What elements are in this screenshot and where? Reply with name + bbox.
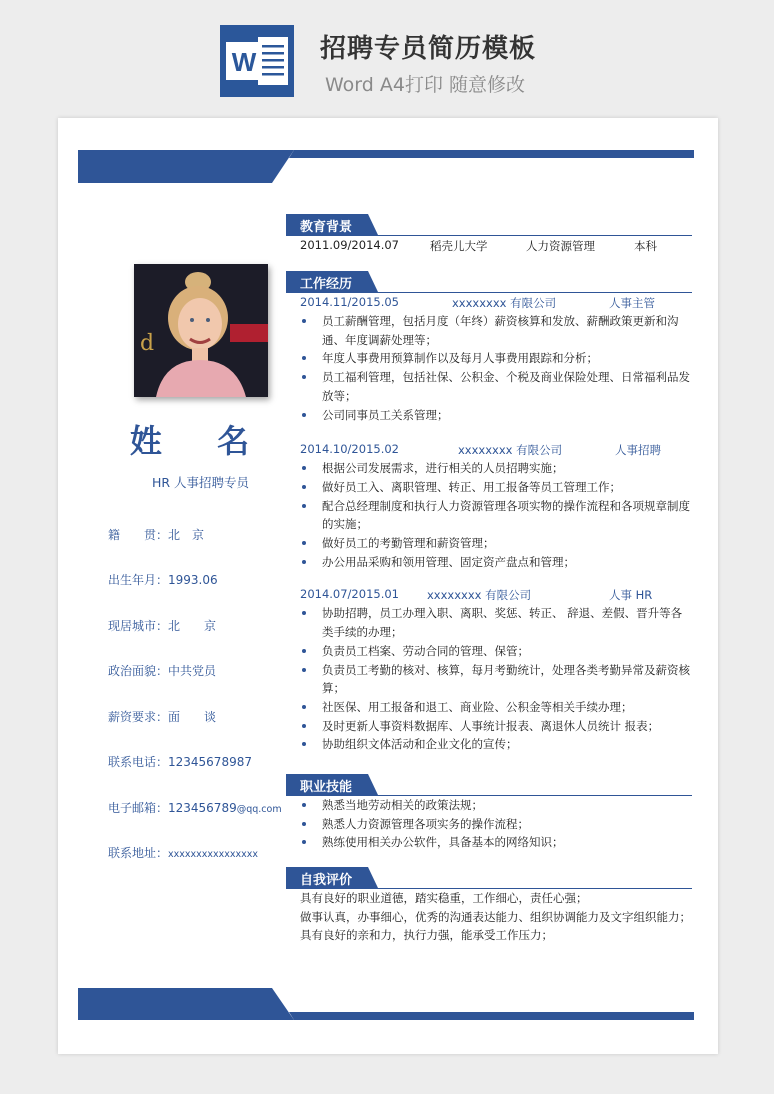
- education-school: 稻壳儿大学: [430, 239, 488, 253]
- self-evaluation-line: 具有良好的职业道德，踏实稳重，工作细心，责任心强；: [300, 891, 588, 905]
- skills-heading: [286, 774, 692, 796]
- info-native-place: 籍 贯：北 京: [108, 528, 205, 542]
- work-heading: [286, 271, 692, 293]
- work-section: [286, 271, 692, 754]
- job-header: [286, 293, 692, 312]
- list-item: 员工福利管理，包括社保、公积金、个税及商业保险处理、日常福利品发放等；: [322, 368, 692, 405]
- list-item: 做好员工入、离职管理、转正、用工报备等员工管理工作；: [322, 478, 692, 497]
- list-item: 员工薪酬管理，包括月度（年终）薪资核算和发放、薪酬政策更新和沟通、年度调薪处理等；: [322, 312, 692, 349]
- job-company: xxxxxxxx 有限公司: [452, 296, 557, 310]
- header-decoration-band: [58, 146, 718, 186]
- banner-subtitle: Word A4打印 随意修改: [325, 74, 526, 96]
- list-item: 熟练使用相关办公软件，具备基本的网络知识；: [322, 833, 692, 852]
- skills-list: [286, 796, 692, 852]
- list-item: 协助组织文体活动和企业文化的宣传；: [322, 735, 692, 754]
- self-evaluation-heading: [286, 867, 692, 889]
- profile-photo: [134, 264, 268, 397]
- template-banner: [0, 0, 774, 118]
- self-evaluation-heading-label: 自我评价: [300, 873, 353, 888]
- skills-section: [286, 774, 692, 852]
- job-header: [286, 585, 692, 604]
- list-item: 负责员工考勤的核对、核算，每月考勤统计，处理各类考勤异常及薪资核算；: [322, 661, 692, 698]
- job-period: 2014.10/2015.02: [300, 442, 399, 457]
- footer-decoration-band: [58, 986, 718, 1026]
- list-item: 办公用品采购和领用管理、固定资产盘点和管理；: [322, 553, 692, 572]
- list-item: 公司同事员工关系管理；: [322, 406, 692, 425]
- word-icon: [220, 25, 294, 97]
- job-duties: [286, 312, 692, 424]
- education-degree: 本科: [634, 239, 657, 253]
- education-heading-label: 教育背景: [300, 220, 353, 235]
- info-birth-date: 出生年月：1993.06: [108, 573, 218, 587]
- resume-page: [58, 118, 718, 1054]
- list-item: 配合总经理制度和执行人力资源管理各项实物的操作流程和各项规章制度的实施；: [322, 497, 692, 534]
- candidate-name: 姓 名: [129, 422, 272, 460]
- education-period: 2011.09/2014.07: [300, 238, 399, 252]
- job-position: 人事主管: [609, 296, 655, 310]
- self-evaluation-line: 具有良好的亲和力，执行力强，能承受工作压力；: [300, 928, 553, 942]
- list-item: 根据公司发展需求，进行相关的人员招聘实施；: [322, 459, 692, 478]
- education-heading: [286, 214, 692, 236]
- list-item: 协助招聘，员工办理入职、离职、奖惩、转正、 辞退、差假、晋升等各类手续的办理；: [322, 604, 692, 641]
- info-current-city: 现居城市：北 京: [108, 619, 217, 633]
- education-section: [286, 214, 692, 253]
- info-salary-expectation: 薪资要求：面 谈: [108, 710, 217, 724]
- portrait-photo-icon: [134, 264, 268, 397]
- list-item: 熟悉当地劳动相关的政策法规；: [322, 796, 692, 815]
- svg-text:d: d: [140, 331, 155, 356]
- candidate-role: HR 人事招聘专员: [151, 475, 250, 490]
- self-evaluation-section: [286, 867, 692, 945]
- job-period: 2014.07/2015.01: [300, 587, 399, 602]
- list-item: 熟悉人力资源管理各项实务的操作流程；: [322, 815, 692, 834]
- job-position: 人事 HR: [609, 588, 653, 603]
- info-political-status: 政治面貌：中共党员: [108, 664, 217, 678]
- job-position: 人事招聘: [615, 443, 661, 458]
- list-item: 社医保、用工报备和退工、商业险、公积金等相关手续办理；: [322, 698, 692, 717]
- job-company: xxxxxxxx 有限公司: [458, 443, 563, 458]
- info-phone: 联系电话：12345678987: [108, 755, 252, 769]
- job-duties: [286, 604, 692, 754]
- job-period: 2014.11/2015.05: [300, 295, 399, 309]
- banner-title: 招聘专员简历模板: [320, 34, 537, 64]
- info-email: 电子邮箱：123456789@qq.com: [108, 801, 282, 815]
- word-icon-letter: W: [231, 47, 257, 77]
- list-item: 做好员工的考勤管理和薪资管理；: [322, 534, 692, 553]
- work-heading-label: 工作经历: [300, 277, 353, 292]
- list-item: 负责员工档案、劳动合同的管理、保管；: [322, 642, 692, 661]
- list-item: 及时更新人事资料数据库、人事统计报表、离退休人员统计 报表；: [322, 717, 692, 736]
- job-company: xxxxxxxx 有限公司: [427, 588, 532, 603]
- info-address: 联系地址：xxxxxxxxxxxxxxxx: [108, 846, 258, 860]
- self-evaluation-line: 做事认真，办事细心，优秀的沟通表达能力、组织协调能力及文字组织能力；: [300, 909, 691, 924]
- skills-heading-label: 职业技能: [300, 780, 353, 795]
- list-item: 年度人事费用预算制作以及每月人事费用跟踪和分析；: [322, 349, 692, 368]
- job-header: [286, 440, 692, 459]
- education-major: 人力资源管理: [526, 239, 595, 253]
- job-duties: [286, 459, 692, 571]
